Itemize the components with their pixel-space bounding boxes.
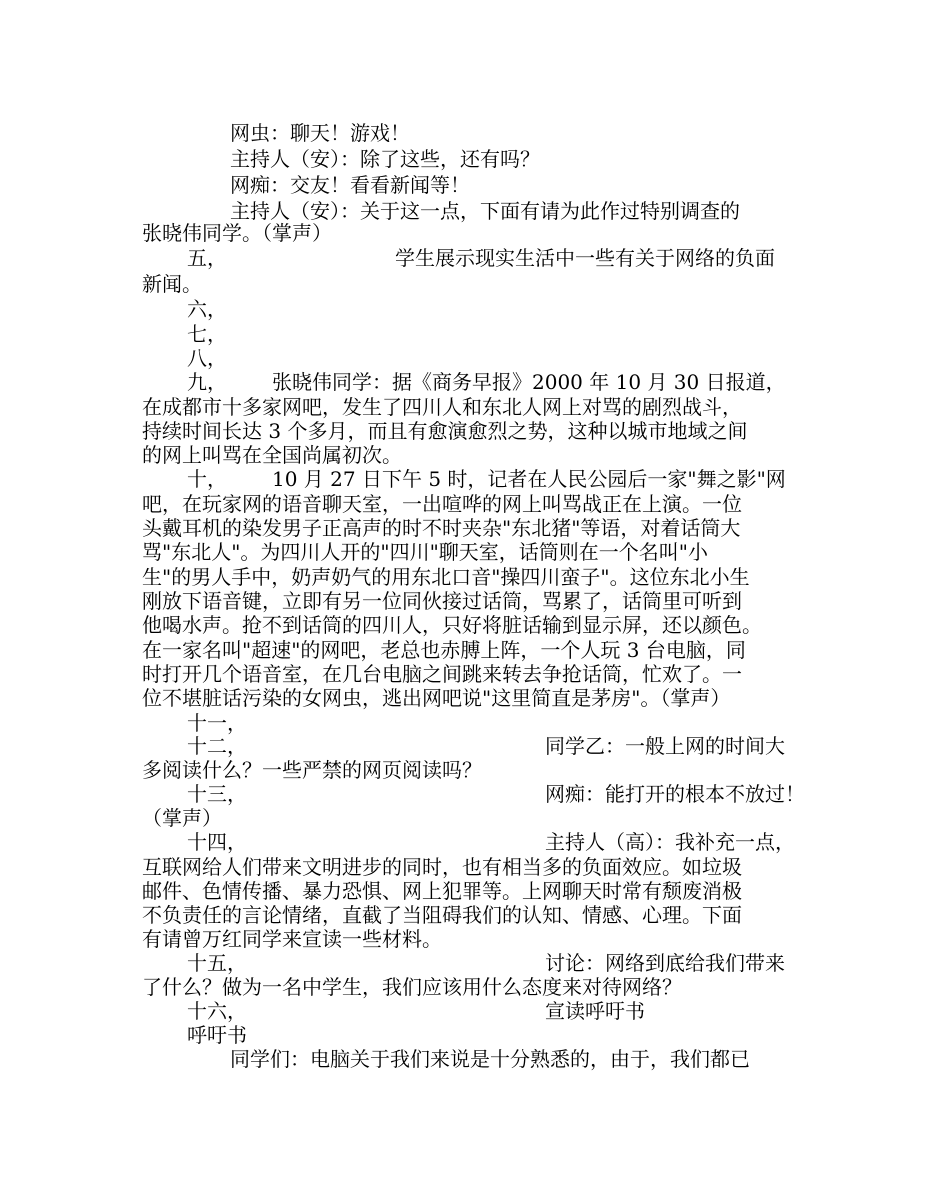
text-line: 主持人（安）：除了这些，还有吗？ <box>230 147 540 171</box>
text-line: 张晓伟同学：据《商务早报》2000 年 10 月 30 日报道， <box>272 370 786 394</box>
section-number: 五， <box>187 246 227 270</box>
text-line: 网痴：交友！看看新闻等！ <box>230 173 470 197</box>
text-line: 主持人（高）：我补充一点， <box>545 830 795 854</box>
section-number: 七， <box>187 322 227 346</box>
text-line: 网虫：聊天！游戏！ <box>230 121 410 145</box>
section-number: 十六， <box>187 999 247 1023</box>
section-number: 十五， <box>187 951 247 975</box>
text-line: 生"的男人手中，奶声奶气的用东北口音"操四川蛮子"。这位东北小生 <box>142 565 750 589</box>
heading: 呼吁书 <box>187 1023 247 1047</box>
section-number: 十二， <box>187 734 247 758</box>
text-line: 在成都市十多家网吧，发生了四川人和东北人网上对骂的剧烈战斗， <box>142 395 742 419</box>
section-number: 六， <box>187 297 227 321</box>
text-line: 头戴耳机的染发男子正高声的时不时夹杂"东北猪"等语，对着话筒大 <box>142 516 741 540</box>
text-line: 学生展示现实生活中一些有关于网络的负面 <box>395 246 775 270</box>
text-line: 邮件、色情传播、暴力恐惧、网上犯罪等。上网聊天时常有颓废消极 <box>142 879 742 903</box>
text-line: 同学们：电脑关于我们来说是十分熟悉的，由于，我们都已 <box>230 1047 750 1071</box>
section-number: 九， <box>187 370 227 394</box>
text-line: 了什么？做为一名中学生，我们应该用什么态度来对待网络？ <box>142 975 682 999</box>
text-line: 的网上叫骂在全国尚属初次。 <box>142 443 402 467</box>
text-line: 时打开几个语音室，在几台电脑之间跳来转去争抢话筒，忙欢了。一 <box>142 662 742 686</box>
text-line: 吧，在玩家网的语音聊天室，一出喧哗的网上叫骂战正在上演。一位 <box>142 492 742 516</box>
text-line: 刚放下语音键，立即有另一位同伙接过话筒，骂累了，话筒里可听到 <box>142 589 742 613</box>
section-number: 十三， <box>187 782 247 806</box>
text-line: （掌声） <box>142 806 222 830</box>
text-line: 张晓伟同学。（掌声） <box>142 221 332 245</box>
section-number: 十一， <box>187 711 247 735</box>
text-line: 互联网给人们带来文明进步的同时，也有相当多的负面效应。如垃圾 <box>142 855 742 879</box>
text-line: 他喝水声。抢不到话筒的四川人，只好将脏话输到显示屏，还以颜色。 <box>142 613 762 637</box>
text-line: 持续时间长达 3 个多月，而且有愈演愈烈之势，这种以城市地域之间 <box>142 419 748 443</box>
text-line: 骂"东北人"。为四川人开的"四川"聊天室，话筒则在一个名叫"小 <box>142 540 708 564</box>
text-line: 网痴：能打开的根本不放过！ <box>545 782 805 806</box>
text-line: 位不堪脏话污染的女网虫，逃出网吧说"这里简直是茅房"。（掌声） <box>142 686 731 710</box>
text-line: 有请曾万红同学来宣读一些材料。 <box>142 927 442 951</box>
text-line: 宣读呼吁书 <box>545 999 645 1023</box>
text-line: 新闻。 <box>142 272 202 296</box>
text-line: 不负责任的言论情绪，直截了当阻碍我们的认知、情感、心理。下面 <box>142 903 742 927</box>
text-line: 同学乙：一般上网的时间大 <box>545 734 785 758</box>
text-line: 主持人（安）：关于这一点，下面有请为此作过特别调查的 <box>230 199 740 223</box>
text-line: 讨论：网络到底给我们带来 <box>545 951 785 975</box>
section-number: 八， <box>187 346 227 370</box>
text-line: 10 月 27 日下午 5 时，记者在人民公园后一家"舞之影"网 <box>272 467 786 491</box>
text-line: 在一家名叫"超速"的网吧，老总也赤膊上阵，一个人玩 3 台电脑，同 <box>142 638 746 662</box>
text-line: 多阅读什么？一些严禁的网页阅读吗？ <box>142 758 482 782</box>
section-number: 十， <box>187 467 227 491</box>
section-number: 十四， <box>187 830 247 854</box>
